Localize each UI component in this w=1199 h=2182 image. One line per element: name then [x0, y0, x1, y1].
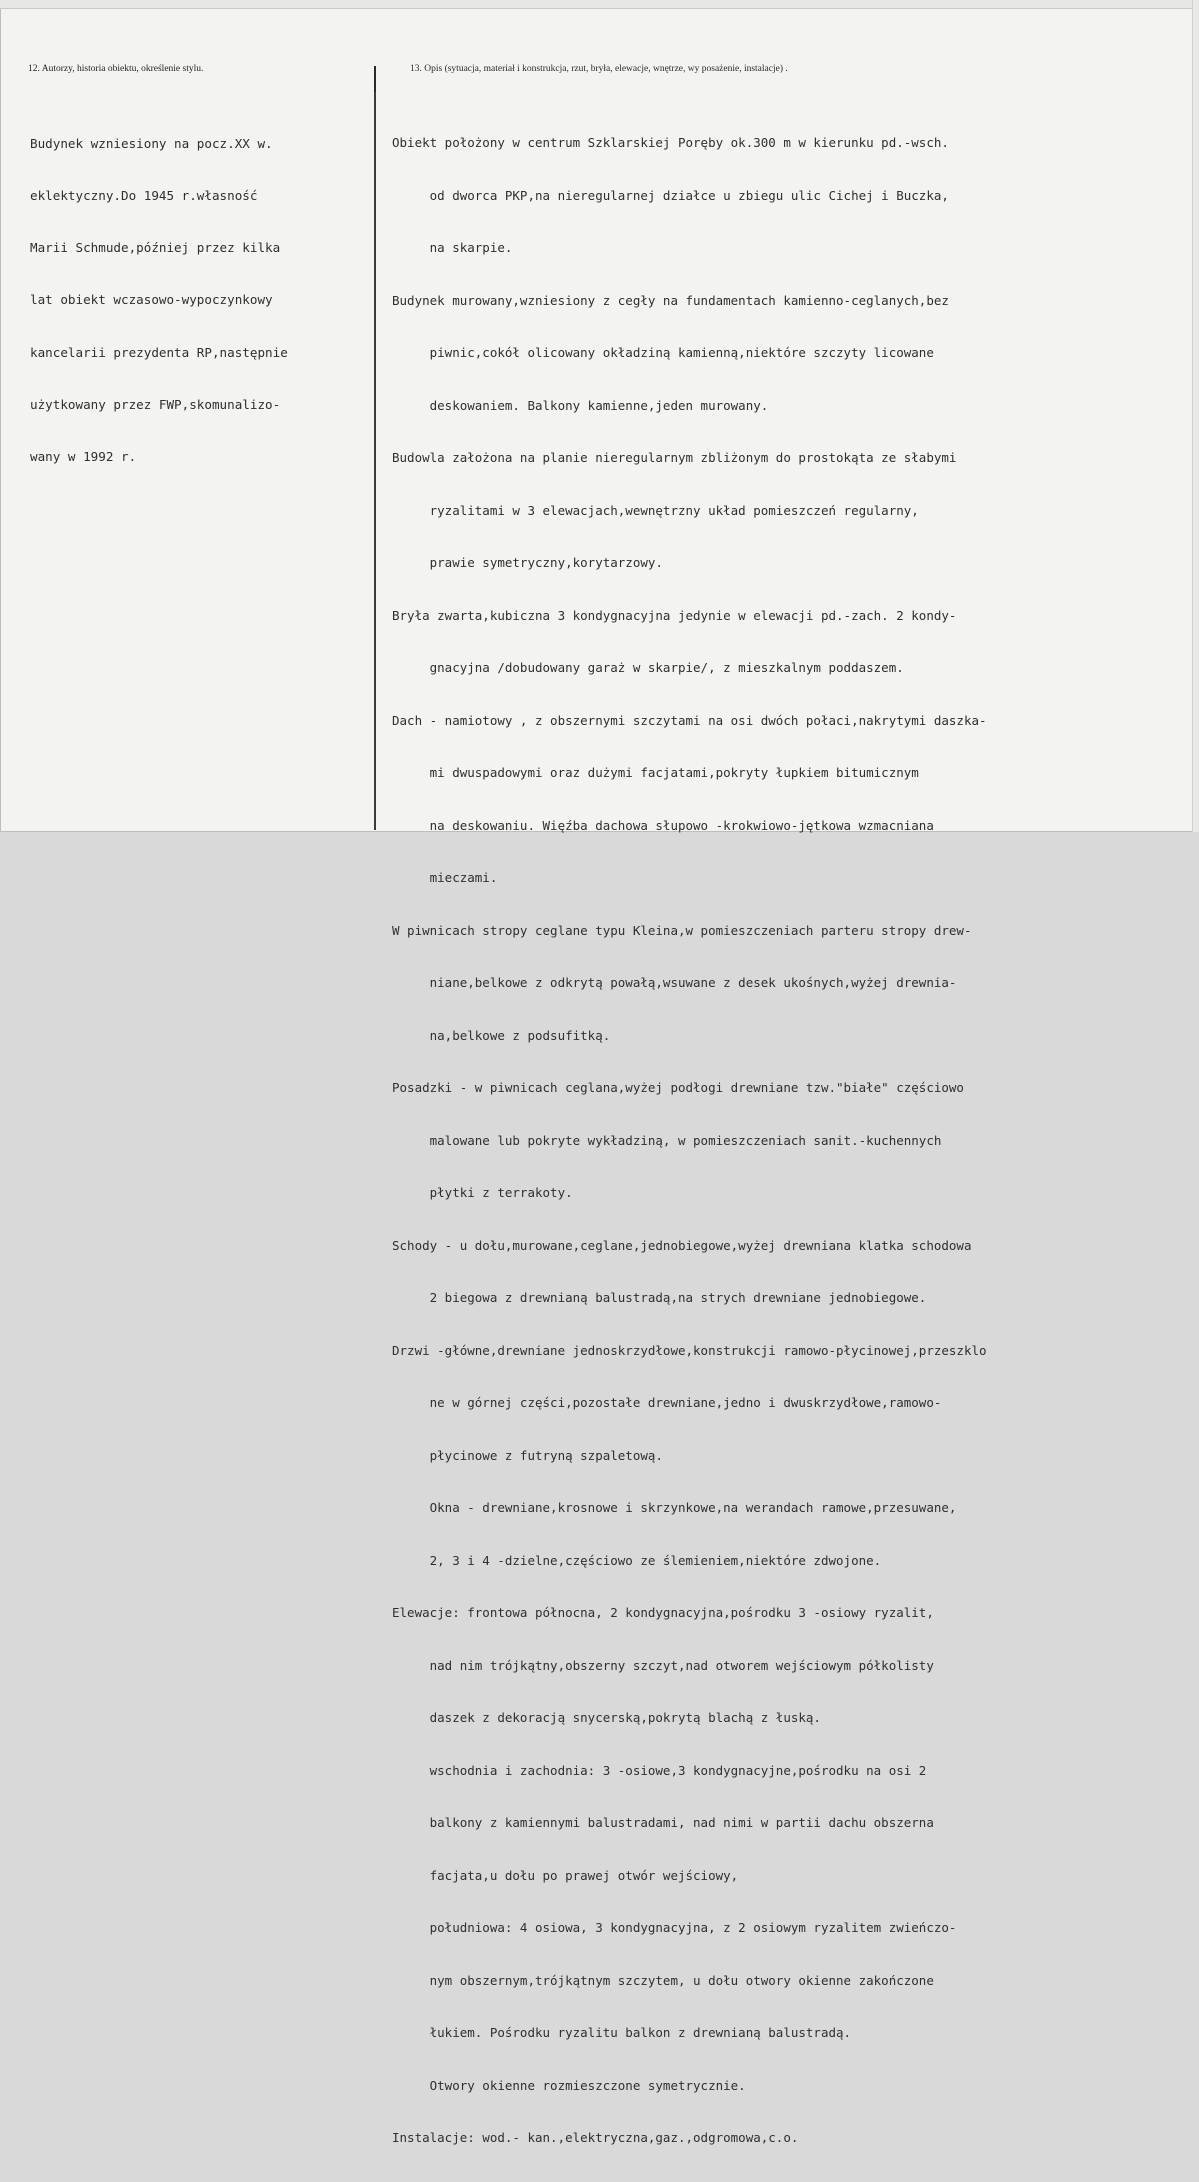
section-12-heading: 12. Autorzy, historia obiektu, określenie stylu.: [28, 64, 204, 74]
text-line: wany w 1992 r.: [30, 449, 137, 465]
text-line: płycinowe z futryną szpaletową.: [392, 1447, 663, 1463]
text-line: Marii Schmude,później przez kilka: [30, 240, 281, 256]
text-line: na skarpie.: [392, 240, 513, 255]
text-line: Otwory okienne rozmieszczone symetrycznie.: [392, 2077, 746, 2093]
text-line: Okna - drewniane,krosnowe i skrzynkowe,na werandach ramowe,przesuwane,: [392, 1500, 957, 1515]
text-line: Budynek wzniesiony na pocz.XX w.: [30, 135, 273, 151]
text-line: niane,belkowe z odkrytą powałą,wsuwane z desek ukośnych,wyżej drewnia-: [392, 975, 957, 990]
section-12-text: [30, 100, 288, 500]
text-line: mieczami.: [392, 870, 498, 885]
text-line: płytki z terrakoty.: [392, 1185, 573, 1200]
text-line: nym obszernym,trójkątnym szczytem, u dołu otwory okienne zakończone: [392, 1972, 934, 1988]
column-divider-top: [374, 66, 376, 92]
text-line: daszek z dekoracją snycerską,pokrytą blachą z łuską.: [392, 1710, 821, 1725]
text-line: na deskowaniu. Więźba dachowa słupowo -krokwiowo-jętkowa wzmacniana: [392, 817, 934, 833]
text-line: użytkowany przez FWP,skomunalizo-: [30, 396, 281, 412]
text-line: facjata,u dołu po prawej otwór wejściowy,: [392, 1867, 739, 1883]
text-line: wschodnia i zachodnia: 3 -osiowe,3 kondygnacyjne,pośrodku na osi 2: [392, 1762, 927, 1778]
text-line: Budowla założona na planie nieregularnym zbliżonym do prostokąta ze słabymi: [392, 450, 957, 465]
column-divider: [374, 66, 376, 830]
text-line: deskowaniem. Balkony kamienne,jeden murowany.: [392, 397, 769, 413]
text-line: Obiekt położony w centrum Szklarskiej Poręby ok.300 m w kierunku pd.-wsch.: [392, 135, 949, 150]
section-13-heading: 13. Opis (sytuacja, materiał i konstrukcja, rzut, bryła, elewacje, wnętrze, wy posażenie, instalacje) .: [410, 64, 788, 74]
text-line: gnacyjna /dobudowany garaż w skarpie/, z mieszkalnym poddaszem.: [392, 660, 904, 675]
text-line: Budynek murowany,wzniesiony z cegły na fundamentach kamienno-ceglanych,bez: [392, 292, 949, 308]
text-line: na,belkowe z podsufitką.: [392, 1027, 611, 1043]
text-line: Posadzki - w piwnicach ceglana,wyżej podłogi drewniane tzw."białe" częściowo: [392, 1080, 964, 1095]
text-line: piwnic,cokół olicowany okładziną kamienną,niektóre szczyty licowane: [392, 345, 934, 360]
text-line: ne w górnej części,pozostałe drewniane,jedno i dwuskrzydłowe,ramowo-: [392, 1395, 942, 1410]
text-line: Drzwi -główne,drewniane jednoskrzydłowe,konstrukcji ramowo-płycinowej,przeszklo: [392, 1342, 987, 1358]
text-line: W piwnicach stropy ceglane typu Kleina,w pomieszczeniach parteru stropy drew-: [392, 922, 972, 938]
text-line: łukiem. Pośrodku ryzalitu balkon z drewnianą balustradą.: [392, 2025, 852, 2040]
text-line: mi dwuspadowymi oraz dużymi facjatami,pokryty łupkiem bitumicznym: [392, 765, 919, 780]
text-line: balkony z kamiennymi balustradami, nad nimi w partii dachu obszerna: [392, 1815, 934, 1830]
text-line: Dach - namiotowy , z obszernymi szczytami na osi dwóch połaci,nakrytymi daszka-: [392, 712, 987, 728]
text-line: lat obiekt wczasowo-wypoczynkowy: [30, 292, 273, 308]
text-line: 2 biegowa z drewnianą balustradą,na strych drewniane jednobiegowe.: [392, 1290, 927, 1305]
text-line: malowane lub pokryte wykładziną, w pomieszczeniach sanit.-kuchennych: [392, 1132, 942, 1148]
text-line: Elewacje: frontowa północna, 2 kondygnacyjna,pośrodku 3 -osiowy ryzalit,: [392, 1605, 934, 1620]
text-line: eklektyczny.Do 1945 r.własność: [30, 188, 258, 204]
text-line: 2, 3 i 4 -dzielne,częściowo ze ślemieniem,niektóre zdwojone.: [392, 1552, 882, 1568]
text-line: prawie symetryczny,korytarzowy.: [392, 555, 663, 570]
text-line: Bryła zwarta,kubiczna 3 kondygnacyjna jedynie w elewacji pd.-zach. 2 kondy-: [392, 607, 957, 623]
card-right-edge: [1192, 0, 1199, 832]
text-line: kancelarii prezydenta RP,następnie: [30, 344, 288, 360]
text-line: ryzalitami w 3 elewacjach,wewnętrzny układ pomieszczeń regularny,: [392, 502, 919, 518]
text-line: od dworca PKP,na nieregularnej działce u zbiegu ulic Cichej i Buczka,: [392, 187, 949, 203]
text-line: nad nim trójkątny,obszerny szczyt,nad otworem wejściowym półkolisty: [392, 1657, 934, 1673]
text-line: Schody - u dołu,murowane,ceglane,jednobiegowe,wyżej drewniana klatka schodowa: [392, 1237, 972, 1253]
section-13-text: [392, 99, 1192, 2182]
card-top-edge: [0, 0, 1199, 9]
text-line: południowa: 4 osiowa, 3 kondygnacyjna, z 2 osiowym ryzalitem zwieńczo-: [392, 1920, 957, 1935]
text-line: Instalacje: wod.- kan.,elektryczna,gaz.,odgromowa,c.o.: [392, 2130, 799, 2145]
